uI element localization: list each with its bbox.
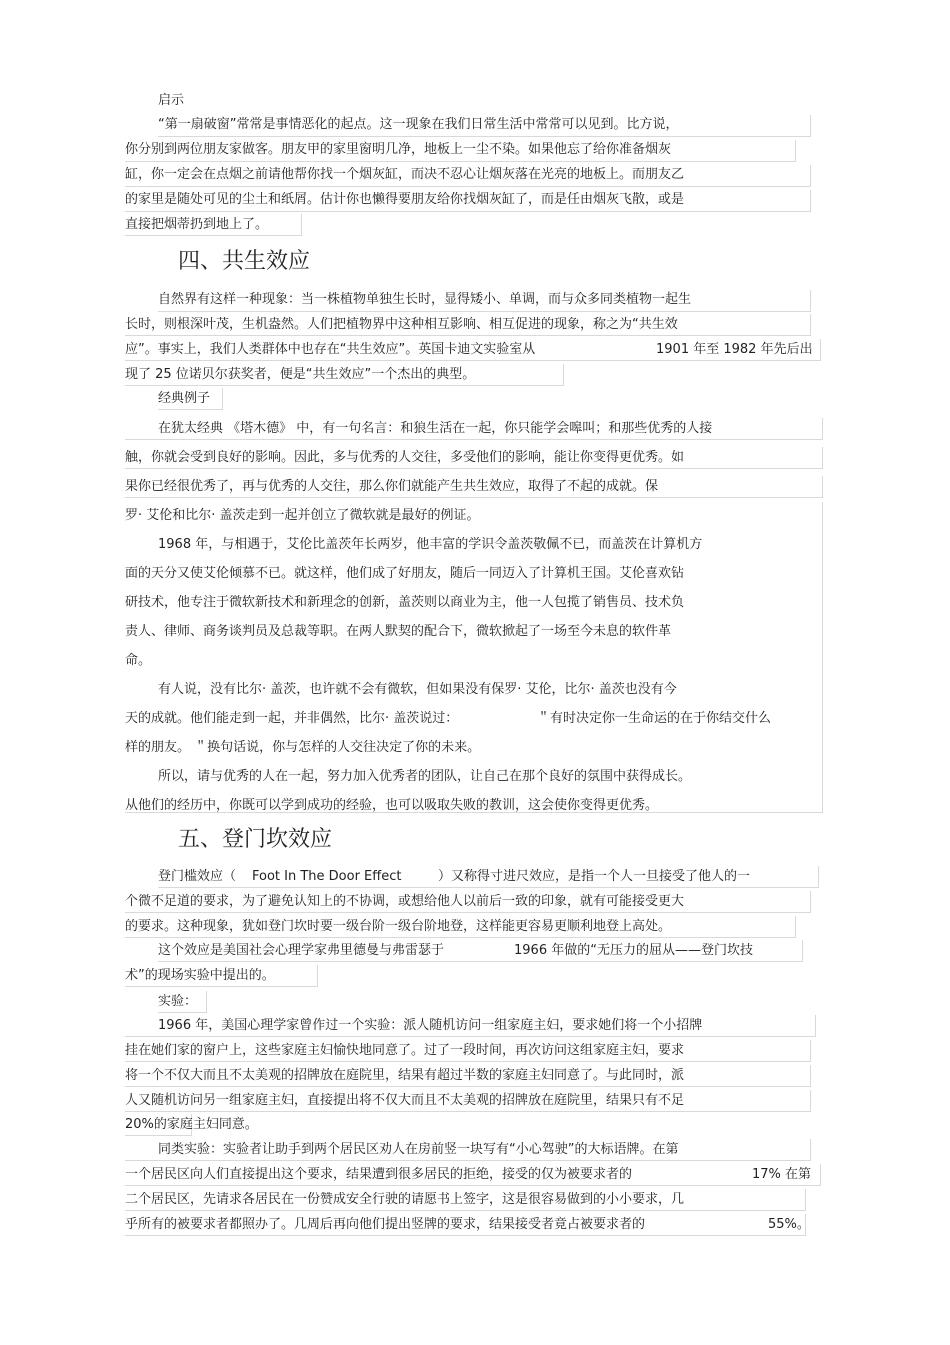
- section-heading-foot-in-door: 五、登门坎效应: [178, 827, 333, 852]
- paragraph-line: 挂在她们家的窗户上，这些家庭主妇愉快地同意了。过了一段时间，再次访问这组家庭主妇，要求: [125, 1043, 685, 1058]
- paragraph-line: 1968 年，与相遇于，艾伦比盖茨年长两岁，他丰富的学识令盖茨敬佩不已，而盖茨在计算机方: [158, 537, 703, 552]
- paragraph-line: 天的成就。他们能走到一起，并非偶然，比尔· 盖茨说过：: [125, 711, 459, 726]
- paragraph-line-tail: 1966 年做的“无压力的屈从——登门坎技: [514, 943, 753, 958]
- paragraph-line: 面的天分又使艾伦倾慕不已。就这样，他们成了好朋友，随后一同迈入了计算机王国。艾伦喜欢钻: [125, 566, 685, 581]
- paragraph-line: 这个效应是美国社会心理学家弗里德曼与弗雷瑟于: [158, 943, 445, 958]
- paragraph-line: 的家里是随处可见的尘土和纸屑。估计你也懒得要朋友给你找烟灰缸了，而是任由烟灰飞散，或是: [125, 192, 685, 207]
- paragraph-line: 20%的家庭主妇同意。: [125, 1117, 258, 1132]
- paragraph-line-tail: 1901 年至 1982 年先后出: [656, 342, 813, 357]
- paragraph-line: “第一扇破窗”常常是事情恶化的起点。这一现象在我们日常生活中常常可以见到。比方说，: [158, 117, 679, 132]
- paragraph-line: 触，你就会受到良好的影响。因此，多与优秀的人交往，多受他们的影响，能让你变得更优秀。如: [125, 450, 685, 465]
- paragraph-line: 样的朋友。 ＂换句话说，你与怎样的人交往决定了你的未来。: [125, 740, 481, 755]
- paragraph-line: 从他们的经历中，你既可以学到成功的经验，也可以吸取失败的教训，这会使你变得更优秀。: [125, 798, 659, 813]
- paragraph-line-english: Foot In The Door Effect: [252, 869, 402, 884]
- paragraph-line: 同类实验：实验者让助手到两个居民区劝人在房前竖一块写有“小心驾驶”的大标语牌。在第: [158, 1142, 679, 1157]
- paragraph-line: 术”的现场实验中提出的。: [125, 968, 275, 983]
- paragraph-line: 将一个不仅大而且不太美观的招牌放在庭院里，结果有超过半数的家庭主妇同意了。与此同时，派: [125, 1068, 685, 1083]
- paragraph-line: 研技术，他专注于微软新技术和新理念的创新，盖茨则以商业为主，他一人包揽了销售员、技术负: [125, 595, 685, 610]
- paragraph-line: 一个居民区向人们直接提出这个要求，结果遭到很多居民的拒绝，接受的仅为被要求者的: [125, 1167, 633, 1182]
- paragraph-line: 现了 25 位诺贝尔获奖者，便是“共生效应”一个杰出的典型。: [125, 367, 476, 382]
- paragraph-line: 应”。事实上，我们人类群体中也存在“共生效应”。英国卡迪文实验室从: [125, 342, 536, 357]
- paragraph-line-tail: 17% 在第: [752, 1167, 812, 1182]
- paragraph-line: 你分别到两位朋友家做客。朋友甲的家里窗明几净，地板上一尘不染。如果他忘了给你准备烟灰: [125, 142, 672, 157]
- paragraph-line: 1966 年，美国心理学家曾作过一个实验：派人随机访问一组家庭主妇，要求她们将一个小招牌: [158, 1018, 703, 1033]
- paragraph-line: 缸，你一定会在点烟之前请他帮你找一个烟灰缸，而决不忍心让烟灰落在光亮的地板上。而朋友乙: [125, 167, 685, 182]
- paragraph-line: 在犹太经典 《塔木德》 中，有一句名言：和狼生活在一起，你只能学会嗥叫；和那些优秀的人接: [158, 421, 713, 436]
- paragraph-line: 命。: [125, 653, 152, 668]
- paragraph-line: 果你已经很优秀了，再与优秀的人交往，那么你们就能产生共生效应，取得了不起的成就。保: [125, 479, 659, 494]
- subheading-classic-example: 经典例子: [158, 391, 211, 406]
- paragraph-line: 有人说，没有比尔· 盖茨，也许就不会有微软，但如果没有保罗· 艾伦，比尔· 盖茨也没有今: [158, 682, 677, 697]
- subheading-qishi: 启示: [158, 93, 185, 108]
- paragraph-line: 个微不足道的要求，为了避免认知上的不协调，或想给他人以前后一致的印象，就有可能接受更大: [125, 894, 685, 909]
- paragraph-line: 自然界有这样一种现象：当一株植物单独生长时，显得矮小、单调，而与众多同类植物一起生: [158, 292, 692, 307]
- paragraph-line: 人又随机访问另一组家庭主妇，直接提出将不仅大而且不太美观的招牌放在庭院里，结果只有不足: [125, 1093, 685, 1108]
- paragraph-line: 长时，则根深叶茂，生机盎然。人们把植物界中这种相互影响、相互促进的现象，称之为“共生效: [125, 317, 678, 332]
- paragraph-line: 所以，请与优秀的人在一起，努力加入优秀者的团队，让自己在那个良好的氛围中获得成长。: [158, 769, 692, 784]
- paragraph-line: 登门槛效应（: [158, 869, 237, 884]
- subheading-experiment: 实验：: [158, 994, 198, 1009]
- paragraph-line: 乎所有的被要求者都照办了。几周后再向他们提出竖牌的要求，结果接受者竟占被要求者的: [125, 1217, 646, 1232]
- paragraph-line-tail: ＂有时决定你一生命运的在于你结交什么: [537, 711, 772, 726]
- paragraph-line: 直接把烟蒂扔到地上了。: [125, 217, 269, 232]
- paragraph-line-tail: 55%。: [768, 1217, 810, 1232]
- paragraph-line: 罗· 艾伦和比尔· 盖茨走到一起并创立了微软就是最好的例证。: [125, 508, 480, 523]
- paragraph-line: 责人、律师、商务谈判员及总裁等职。在两人默契的配合下，微软掀起了一场至今未息的软件革: [125, 624, 672, 639]
- paragraph-line: 的要求。这种现象，犹如登门坎时要一级台阶一级台阶地登，这样能更容易更顺利地登上高处。: [125, 919, 672, 934]
- paragraph-line: 二个居民区，先请求各居民在一份赞成安全行驶的请愿书上签字，这是很容易做到的小小要求，几: [125, 1192, 685, 1207]
- section-heading-symbiosis: 四、共生效应: [178, 249, 311, 274]
- paragraph-line-tail: ）又称得寸进尺效应，是指一个人一旦接受了他人的一: [438, 869, 751, 884]
